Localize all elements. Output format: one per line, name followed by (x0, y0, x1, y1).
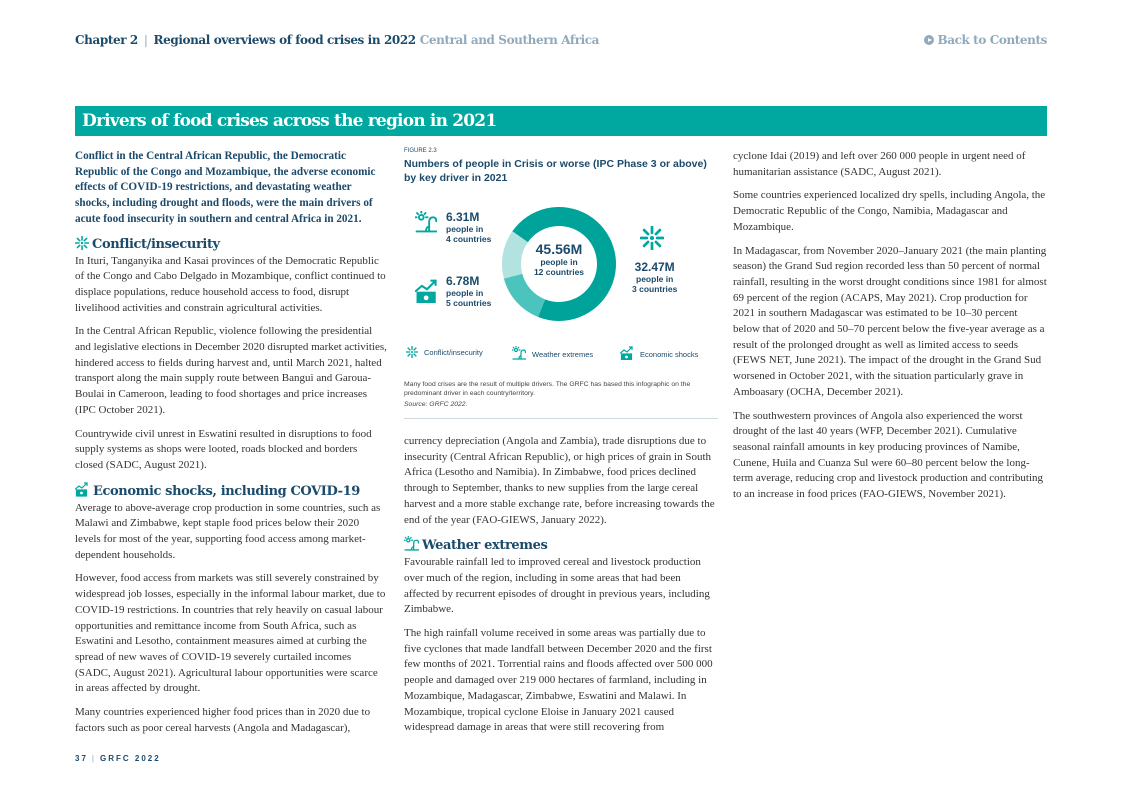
weather-stat: 6.31M people in 4 countries (446, 210, 492, 244)
conflict-icon (640, 226, 664, 250)
paragraph: In the Central African Republic, violence following the presidential and legislative elections in December 2020 disrupted market activities, hindered access to fields during harvest and, until March 2021, halted transport along the main supply route between Bangui and Garoua-Boulai in Cameroon, leading to food shortages and price increases (IPC October 2021). (75, 325, 387, 416)
breadcrumb-region: Central and Southern Africa (419, 33, 600, 47)
weather-extremes-icon (415, 211, 437, 233)
breadcrumb-section[interactable]: Regional overviews of food crises in 2022 (153, 33, 416, 47)
conflict-icon (75, 236, 89, 250)
breadcrumb-chapter[interactable]: Chapter 2 (75, 33, 138, 47)
column-1 (75, 149, 387, 745)
weather-extremes-icon (404, 536, 419, 551)
paragraph: The high rainfall volume received in some areas was partially due to five cyclones that made landfall between December 2020 and the first few months of 2021. Torrential rains and floods affected over 500 000 people and damaged over 219 000 hectares of farmland, including in Mozambique, Madagascar, Zimbabwe, Eswatini and Malawi. In Mozambique, tropical cyclone Eloise in January 2021 caused widespread damage in areas that were still recovering from (404, 627, 713, 734)
figure-2-3 (404, 148, 718, 419)
back-to-contents-label: Back to Contents (937, 33, 1047, 47)
paragraph: currency depreciation (Angola and Zambia), trade disruptions due to insecurity (Central African Republic), or high prices of grain in South Africa (Lesotho and Namibia). In Zimbabwe, food prices declined through to September, thanks to new supplies from the large cereal harvest and a more stable exchange rate, before increasing towards the end of the year (FAO-GIEWS, January 2022). (404, 435, 715, 526)
conflict-stat: 32.47M people in 3 countries (632, 260, 678, 294)
economic-shocks-icon (620, 346, 634, 360)
economic-shocks-icon (415, 279, 439, 303)
paragraph: Favourable rainfall led to improved cereal and livestock production over much of the region, including in some areas that had been affected by recurrent episodes of drought in previous years, including Zimbabwe. (404, 556, 710, 616)
breadcrumb-separator: | (143, 33, 148, 47)
paragraph: In Madagascar, from November 2020–January 2021 (the main planting season) the Grand Sud region recorded less than 50 percent of normal rainfall, resulting in the worst drought conditions since 1981 for almost 69 percent of the region (ACAPS, May 2021). Crop production for 2021 in southern Madagascar was estimated to be 10–30 percent below that of 2020 and 50–70 percent below the five-year average as a result of the prolonged drought as well as limited access to seeds (FEWS NET, June 2021). The impact of the drought in the Grand Sud worsened in October 2021, with the situation particularly grave in Amboasary (OCHA, December 2021). (733, 244, 1047, 398)
paragraph: Countrywide civil unrest in Eswatini resulted in disruptions to food supply systems as shops were looted, roads blocked and borders closed (SADC, August 2021). (75, 427, 372, 471)
paragraph: However, food access from markets was still severely constrained by widespread job losses, especially in the informal labour market, due to COVID-19 restrictions. In countries that rely heavily on casual labour opportunities and remittance income from South Africa, such as Eswatini and Lesotho, containment measures aimed at curbing the spread of new waves of COVID-19 severely curtailed incomes (SADC, August 2021). Agricultural labour opportunities were scarce in areas affected by drought. (75, 572, 386, 695)
column-3 (733, 149, 1047, 511)
figure-note: Many food crises are the result of multiple drivers. The GRFC has based this infographic on the predominant driver in each country/territory. Source: GRFC 2022. (404, 381, 718, 410)
page-footer: 37 | GRFC 2022 (75, 754, 161, 763)
paragraph: The southwestern provinces of Angola also experienced the worst drought of the last 40 years (WFP, December 2021). Cumulative seasonal rainfall amounts in key producing provinces of Namibe, Cunene, Huila and Cuanza Sul were 60–80 percent below the long-term average, reducing crop and livestock production and contributing to an increase in food prices (FAO-GIEWS, November 2021). (733, 409, 1044, 501)
heading-conflict: Conflict/insecurity (75, 236, 387, 254)
paragraph: Some countries experienced localized dry spells, including Angola, the Democratic Republic of the Congo, Namibia, Madagascar and Mozambique. (733, 189, 1046, 233)
paragraph: Average to above-average crop production in some countries, such as Malawi and Zimbabwe, kept staple food prices below their 2020 levels for most of the year, supporting food access among market-dependent households. (75, 501, 381, 561)
legend-economic: Economic shocks (620, 346, 698, 360)
publication-name: GRFC 2022 (99, 754, 161, 763)
legend-weather: Weather extremes (512, 346, 593, 360)
slice-economic (504, 274, 545, 317)
section-title-banner: Drivers of food crises across the region in 2021 (75, 106, 1047, 136)
paragraph: cyclone Idai (2019) and left over 260 000 people in urgent need of humanitarian assistance (SADC, August 2021). (733, 150, 1026, 178)
page-number: 37 (75, 754, 88, 763)
economic-shocks-icon (75, 482, 90, 497)
column-2 (404, 434, 718, 744)
economic-stat: 6.78M people in 5 countries (446, 274, 492, 308)
back-to-contents-link[interactable] (924, 33, 1047, 47)
heading-weather-extremes: Weather extremes (404, 536, 718, 555)
weather-extremes-icon (512, 346, 526, 360)
conflict-icon (406, 346, 418, 358)
play-circle-icon (924, 35, 934, 45)
lead-paragraph: Conflict in the Central African Republic, the Democratic Republic of the Congo and Mozambique, the adverse economic effects of COVID-19 restrictions, and devastating weather shocks, including drought and floods, were the main drivers of acute food insecurity in southern and central Africa in 2021. (75, 150, 376, 225)
paragraph: Many countries experienced higher food prices than in 2020 due to factors such as poor cereal harvests (Angola and Madagascar), (75, 706, 371, 734)
donut-total: 45.56M people in 12 countries (533, 241, 585, 277)
figure-label: FIGURE 2.3 (404, 148, 437, 154)
figure-source: Source: GRFC 2022. (404, 401, 468, 408)
paragraph: In Ituri, Tanganyika and Kasai provinces of the Democratic Republic of the Congo and Cabo Delgado in Mozambique, conflict continued to displace populations, reduce household access to food, disrupt livelihood activities and constrain agricultural activities. (75, 254, 386, 314)
heading-economic-shocks: Economic shocks, including COVID-19 (75, 482, 387, 501)
figure-title: Numbers of people in Crisis or worse (IPC Phase 3 or above) by key driver in 2021 (404, 158, 707, 184)
breadcrumb (75, 33, 599, 47)
legend-conflict: Conflict/insecurity (406, 346, 483, 358)
